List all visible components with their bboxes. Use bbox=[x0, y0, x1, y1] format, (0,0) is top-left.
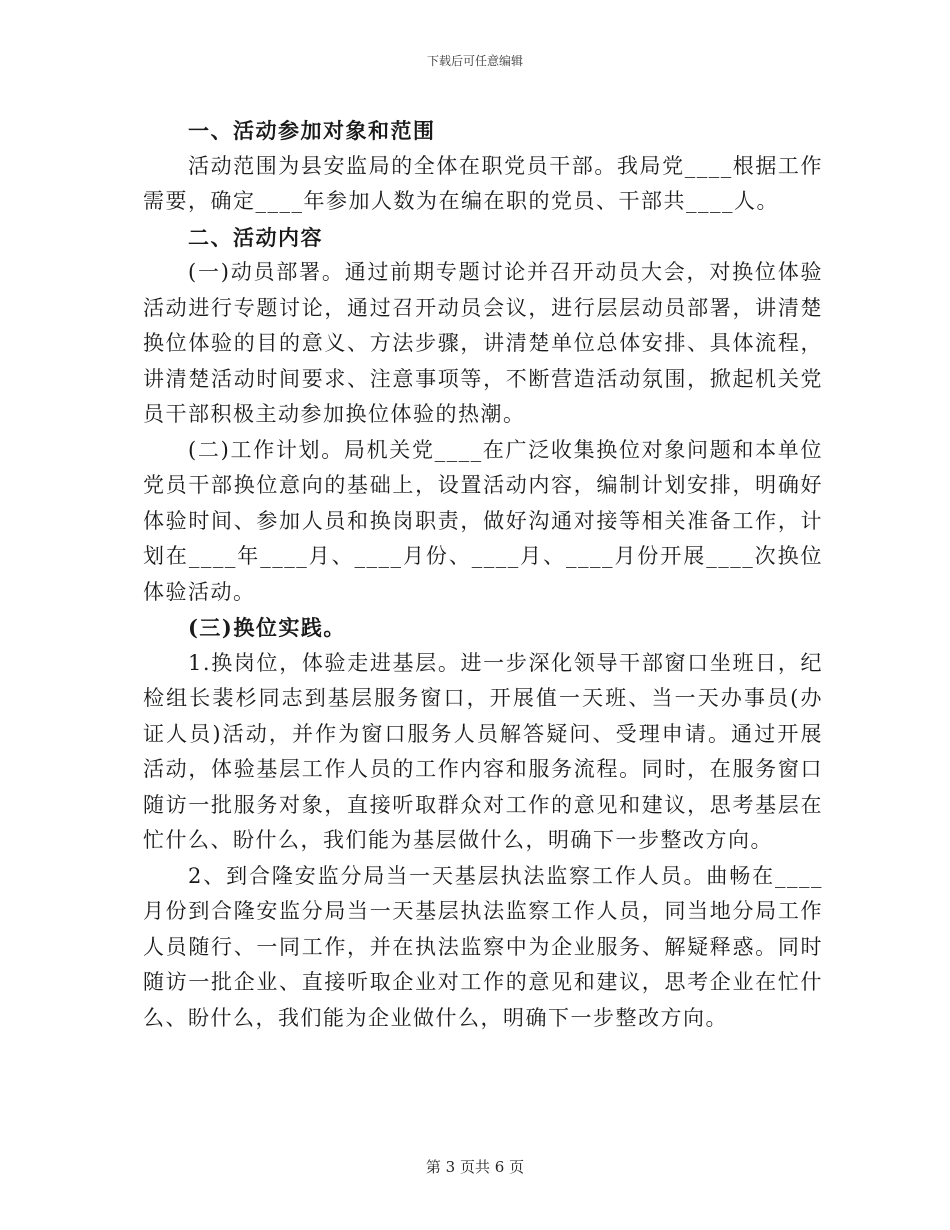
paragraph-scope: 活动范围为县安监局的全体在职党员干部。我局党____根据工作需要，确定____年参加人数为在编在职的党员、干部共____人。 bbox=[143, 153, 823, 213]
paragraph-mobilization: (一)动员部署。通过前期专题讨论并召开动员大会，对换位体验活动进行专题讨论，通过召开动员会议，进行层层动员部署，讲清楚换位体验的目的意义、方法步骤，讲清楚单位总体安排、具体流程，讲清楚活动时间要求、注意事项等，不断营造活动氛围，掀起机关党员干部积极主动参加换位体验的热潮。 bbox=[143, 260, 823, 426]
subsection-heading-practice: (三)换位实践。 bbox=[188, 615, 346, 640]
page-header: 下载后可任意编辑 bbox=[426, 54, 523, 68]
paragraph-practice-1: 1.换岗位，体验走进基层。进一步深化领导干部窗口坐班日，纪检组长裴杉同志到基层服务窗口，开展值一天班、当一天办事员(办证人员)活动，并作为窗口服务人员解答疑问、受理申请。通过开展活动，体验基层工作人员的工作内容和服务流程。同时，在服务窗口随访一批服务对象，直接听取群众对工作的意见和建议，思考基层在忙什么、盼什么，我们能为基层做什么，明确下一步整改方向。 bbox=[143, 650, 823, 852]
paragraph-work-plan: (二)工作计划。局机关党____在广泛收集换位对象问题和本单位党员干部换位意向的基础上，设置活动内容，编制计划安排，明确好体验时间、参加人员和换岗职责，做好沟通对接等相关准备工作，计划在____年____月、____月份、____月、____月份开展____次换位体验活动。 bbox=[143, 437, 823, 604]
document-body bbox=[143, 110, 823, 1036]
page-footer: 第 3 页共 6 页 bbox=[425, 1158, 525, 1176]
section-heading-content: 二、活动内容 bbox=[188, 224, 323, 250]
paragraph-practice-2: 2、到合隆安监分局当一天基层执法监察工作人员。曲畅在____月份到合隆安监分局当一天基层执法监察工作人员，同当地分局工作人员随行、一同工作，并在执法监察中为企业服务、解疑释惑。同时随访一批企业、直接听取企业对工作的意见和建议，思考企业在忙什么、盼什么，我们能为企业做什么，明确下一步整改方向。 bbox=[143, 863, 823, 1030]
section-heading-participants: 一、活动参加对象和范围 bbox=[188, 118, 436, 143]
